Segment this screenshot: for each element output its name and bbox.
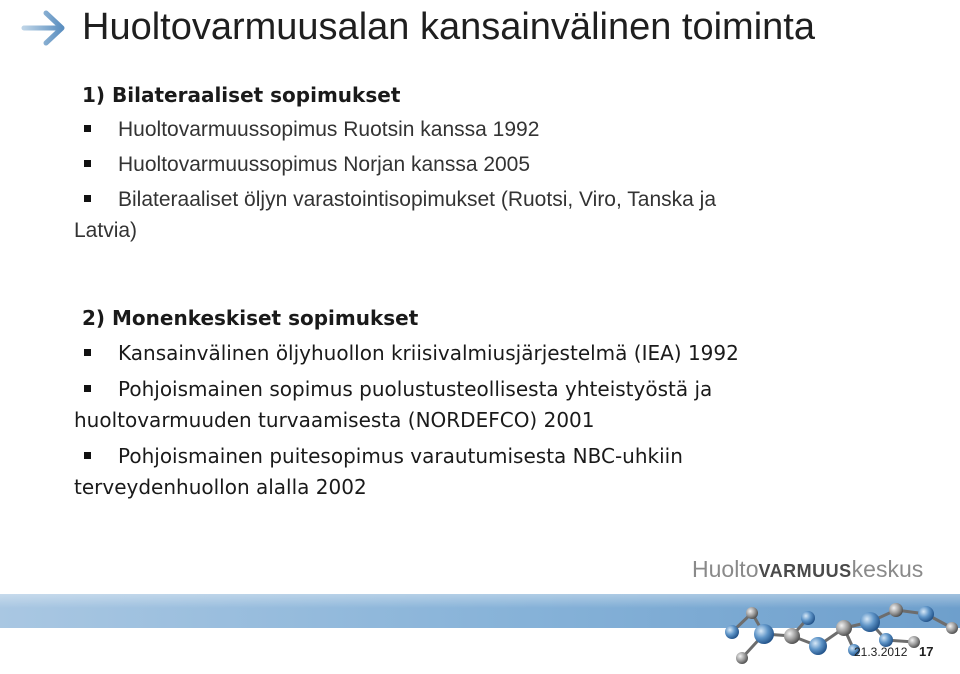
list-item xyxy=(74,441,942,503)
section-heading-bilateral: 1) Bilateraaliset sopimukset xyxy=(82,83,401,107)
list-item-text-continued: terveydenhuollon alalla 2002 xyxy=(74,475,367,499)
footer-date: 21.3.2012 xyxy=(854,645,908,659)
list-item-text-continued: Latvia) xyxy=(74,219,138,242)
list-item xyxy=(74,184,942,246)
list-item-text: Huoltovarmuussopimus Norjan kanssa 2005 xyxy=(118,153,531,176)
square-bullet-icon xyxy=(84,125,91,132)
slide-content xyxy=(74,80,942,503)
square-bullet-icon xyxy=(84,385,91,392)
list-item-text: Bilateraaliset öljyn varastointisopimukset (Ruotsi, Viro, Tanska ja xyxy=(118,188,716,211)
square-bullet-icon xyxy=(84,349,91,356)
logo-text-part: keskus xyxy=(851,556,924,582)
logo-text-bold-part: VARMUUS xyxy=(758,561,852,581)
molecule-graphic xyxy=(668,580,960,674)
list-item-text: Pohjoismainen puitesopimus varautumisesta NBC-uhkiin xyxy=(118,444,683,468)
square-bullet-icon xyxy=(84,195,91,202)
list-item xyxy=(74,374,942,436)
square-bullet-icon xyxy=(84,452,91,459)
right-arrow-icon xyxy=(20,8,72,48)
bullet-list-multilateral xyxy=(74,338,942,503)
list-item-text: Huoltovarmuussopimus Ruotsin kanssa 1992 xyxy=(118,118,540,141)
list-item-text: Pohjoismainen sopimus puolustusteollisesta yhteistyöstä ja xyxy=(118,377,713,401)
section-heading-multilateral: 2) Monenkeskiset sopimukset xyxy=(82,306,419,330)
page-title: Huoltovarmuusalan kansainvälinen toiminta xyxy=(82,6,815,48)
bullet-list-bilateral xyxy=(74,114,942,246)
page-number: 17 xyxy=(919,644,934,659)
list-item-text-continued: huoltovarmuuden turvaamisesta (NORDEFCO) 2001 xyxy=(74,408,595,432)
list-item xyxy=(82,114,942,145)
list-item xyxy=(82,149,942,180)
logo-text-part: Huolto xyxy=(692,556,759,582)
list-item-text: Kansainvälinen öljyhuollon kriisivalmiusjärjestelmä (IEA) 1992 xyxy=(118,341,739,365)
title-row xyxy=(20,6,950,48)
list-item xyxy=(82,338,942,369)
square-bullet-icon xyxy=(84,160,91,167)
